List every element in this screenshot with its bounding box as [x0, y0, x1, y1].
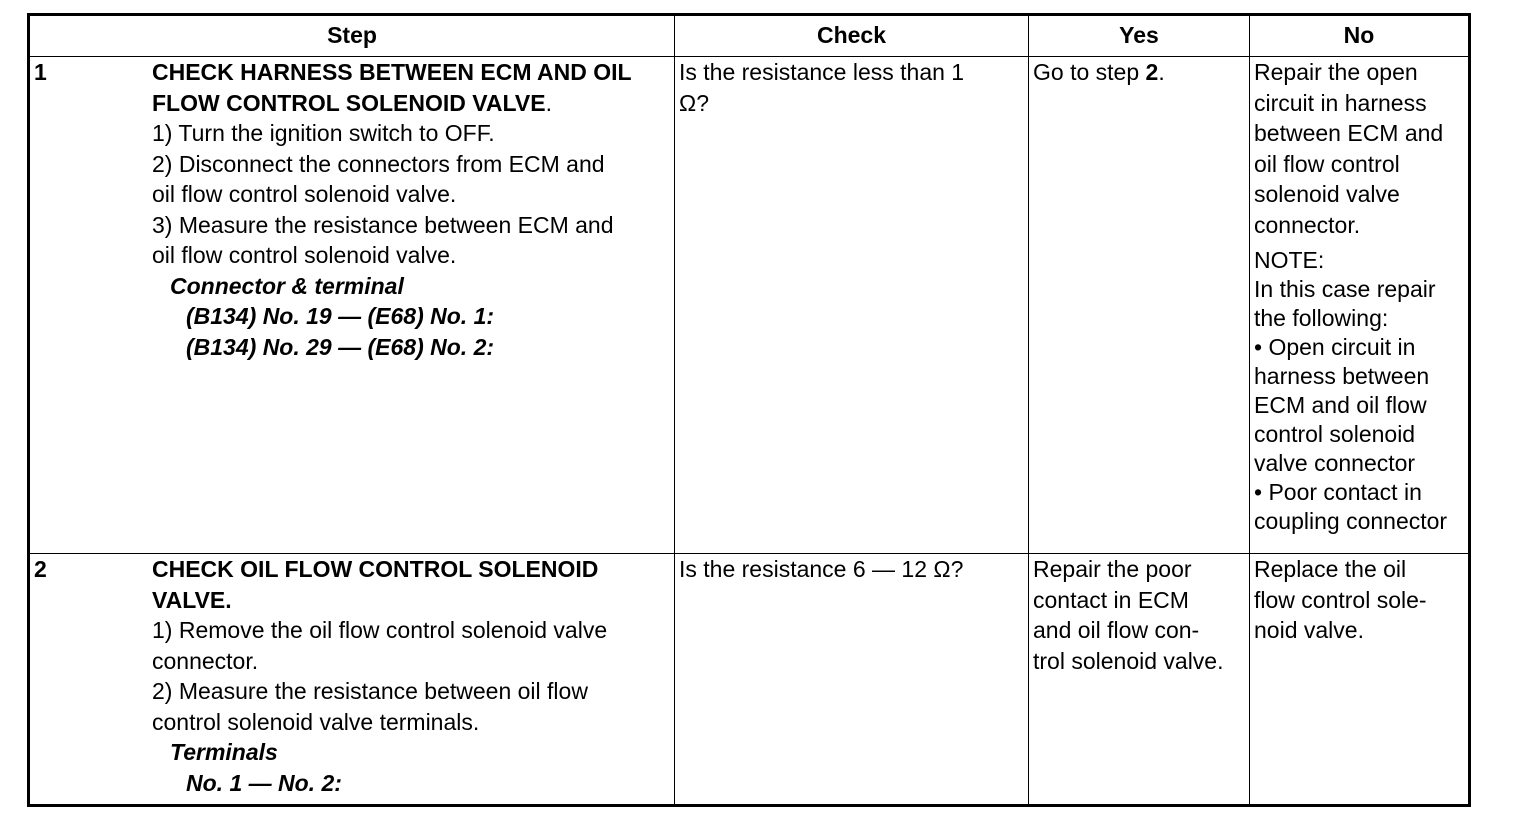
check-text: Is the resistance less than 1 — [679, 59, 965, 85]
yes-text: contact in ECM — [1033, 586, 1189, 613]
note-block — [1254, 246, 1464, 536]
no-text: oil flow control — [1254, 150, 1400, 177]
instruction-line: 1) Turn the ignition switch to OFF. — [152, 120, 495, 146]
header-yes: Yes — [1029, 15, 1250, 57]
header-row — [29, 15, 1470, 57]
no-cell — [1250, 57, 1470, 554]
instruction-line: oil flow control solenoid valve. — [152, 242, 457, 268]
step-title-line — [152, 88, 668, 119]
note-bullet: • Poor contact in — [1254, 479, 1422, 505]
instruction-line: 2) Disconnect the connectors from ECM and — [152, 150, 605, 177]
no-text: Replace the oil — [1254, 556, 1407, 582]
yes-text: and oil flow con- — [1033, 617, 1200, 643]
spec-line: No. 1 — No. 2: — [186, 769, 342, 796]
spec-line: (B134) No. 29 — (E68) No. 2: — [186, 333, 495, 360]
check-text: Is the resistance 6 — 12 Ω? — [679, 556, 964, 582]
instruction-line: 3) Measure the resistance between ECM and — [152, 211, 614, 238]
diagnostic-table — [27, 13, 1471, 807]
step-title-period: . — [545, 89, 552, 116]
note-label: NOTE: — [1254, 247, 1325, 273]
note-text: In this case repair — [1254, 276, 1436, 302]
note-bullet: • Open circuit in — [1254, 334, 1416, 360]
header-step: Step — [29, 15, 675, 57]
yes-text: Go to step — [1033, 59, 1146, 85]
step-title-line: CHECK HARNESS BETWEEN ECM AND OIL — [152, 59, 632, 85]
no-text: circuit in harness — [1254, 89, 1427, 116]
note-text: the following: — [1254, 305, 1389, 331]
no-text: noid valve. — [1254, 617, 1364, 643]
yes-cell — [1029, 57, 1250, 554]
no-text: between ECM and — [1254, 120, 1444, 146]
header-check: Check — [675, 15, 1029, 57]
no-text: flow control sole- — [1254, 586, 1427, 613]
yes-text: trol solenoid valve. — [1033, 647, 1224, 674]
diagnostic-table-wrapper — [27, 13, 1471, 807]
step-body — [152, 57, 674, 362]
spec-heading: Connector & terminal — [170, 272, 404, 299]
instruction-line: oil flow control solenoid valve. — [152, 181, 457, 207]
check-cell — [675, 57, 1029, 554]
step-cell — [29, 554, 675, 806]
step-title-line: CHECK OIL FLOW CONTROL SOLENOID — [152, 556, 599, 582]
no-text: solenoid valve — [1254, 181, 1400, 207]
instruction-line: connector. — [152, 647, 259, 674]
note-text: valve connector — [1254, 450, 1416, 476]
table-row — [29, 57, 1470, 554]
step-title-line: VALVE. — [152, 586, 232, 613]
step-number: 1 — [34, 59, 47, 85]
spec-heading: Terminals — [170, 739, 278, 765]
no-cell — [1250, 554, 1470, 806]
check-cell — [675, 554, 1029, 806]
no-text: Repair the open — [1254, 59, 1418, 85]
instruction-line: control solenoid valve terminals. — [152, 708, 480, 735]
step-cell — [29, 57, 675, 554]
step-number: 2 — [34, 556, 47, 582]
spec-line: (B134) No. 19 — (E68) No. 1: — [186, 303, 495, 329]
note-text: control solenoid — [1254, 421, 1416, 447]
instruction-line: 1) Remove the oil flow control solenoid valve — [152, 617, 608, 643]
instruction-line: 2) Measure the resistance between oil flow — [152, 678, 588, 704]
yes-text-suffix: . — [1158, 59, 1165, 85]
note-text: coupling connector — [1254, 508, 1448, 534]
yes-text: Repair the poor — [1033, 556, 1192, 582]
check-text: Ω? — [679, 89, 709, 116]
note-text: ECM and oil flow — [1254, 392, 1427, 418]
note-text: harness between — [1254, 363, 1430, 389]
no-text: connector. — [1254, 211, 1361, 238]
header-no: No — [1250, 15, 1470, 57]
yes-step-link: 2 — [1145, 59, 1159, 85]
step-body — [152, 554, 674, 798]
yes-cell — [1029, 554, 1250, 806]
table-row — [29, 554, 1470, 806]
step-title-text: FLOW CONTROL SOLENOID VALVE — [152, 89, 546, 116]
